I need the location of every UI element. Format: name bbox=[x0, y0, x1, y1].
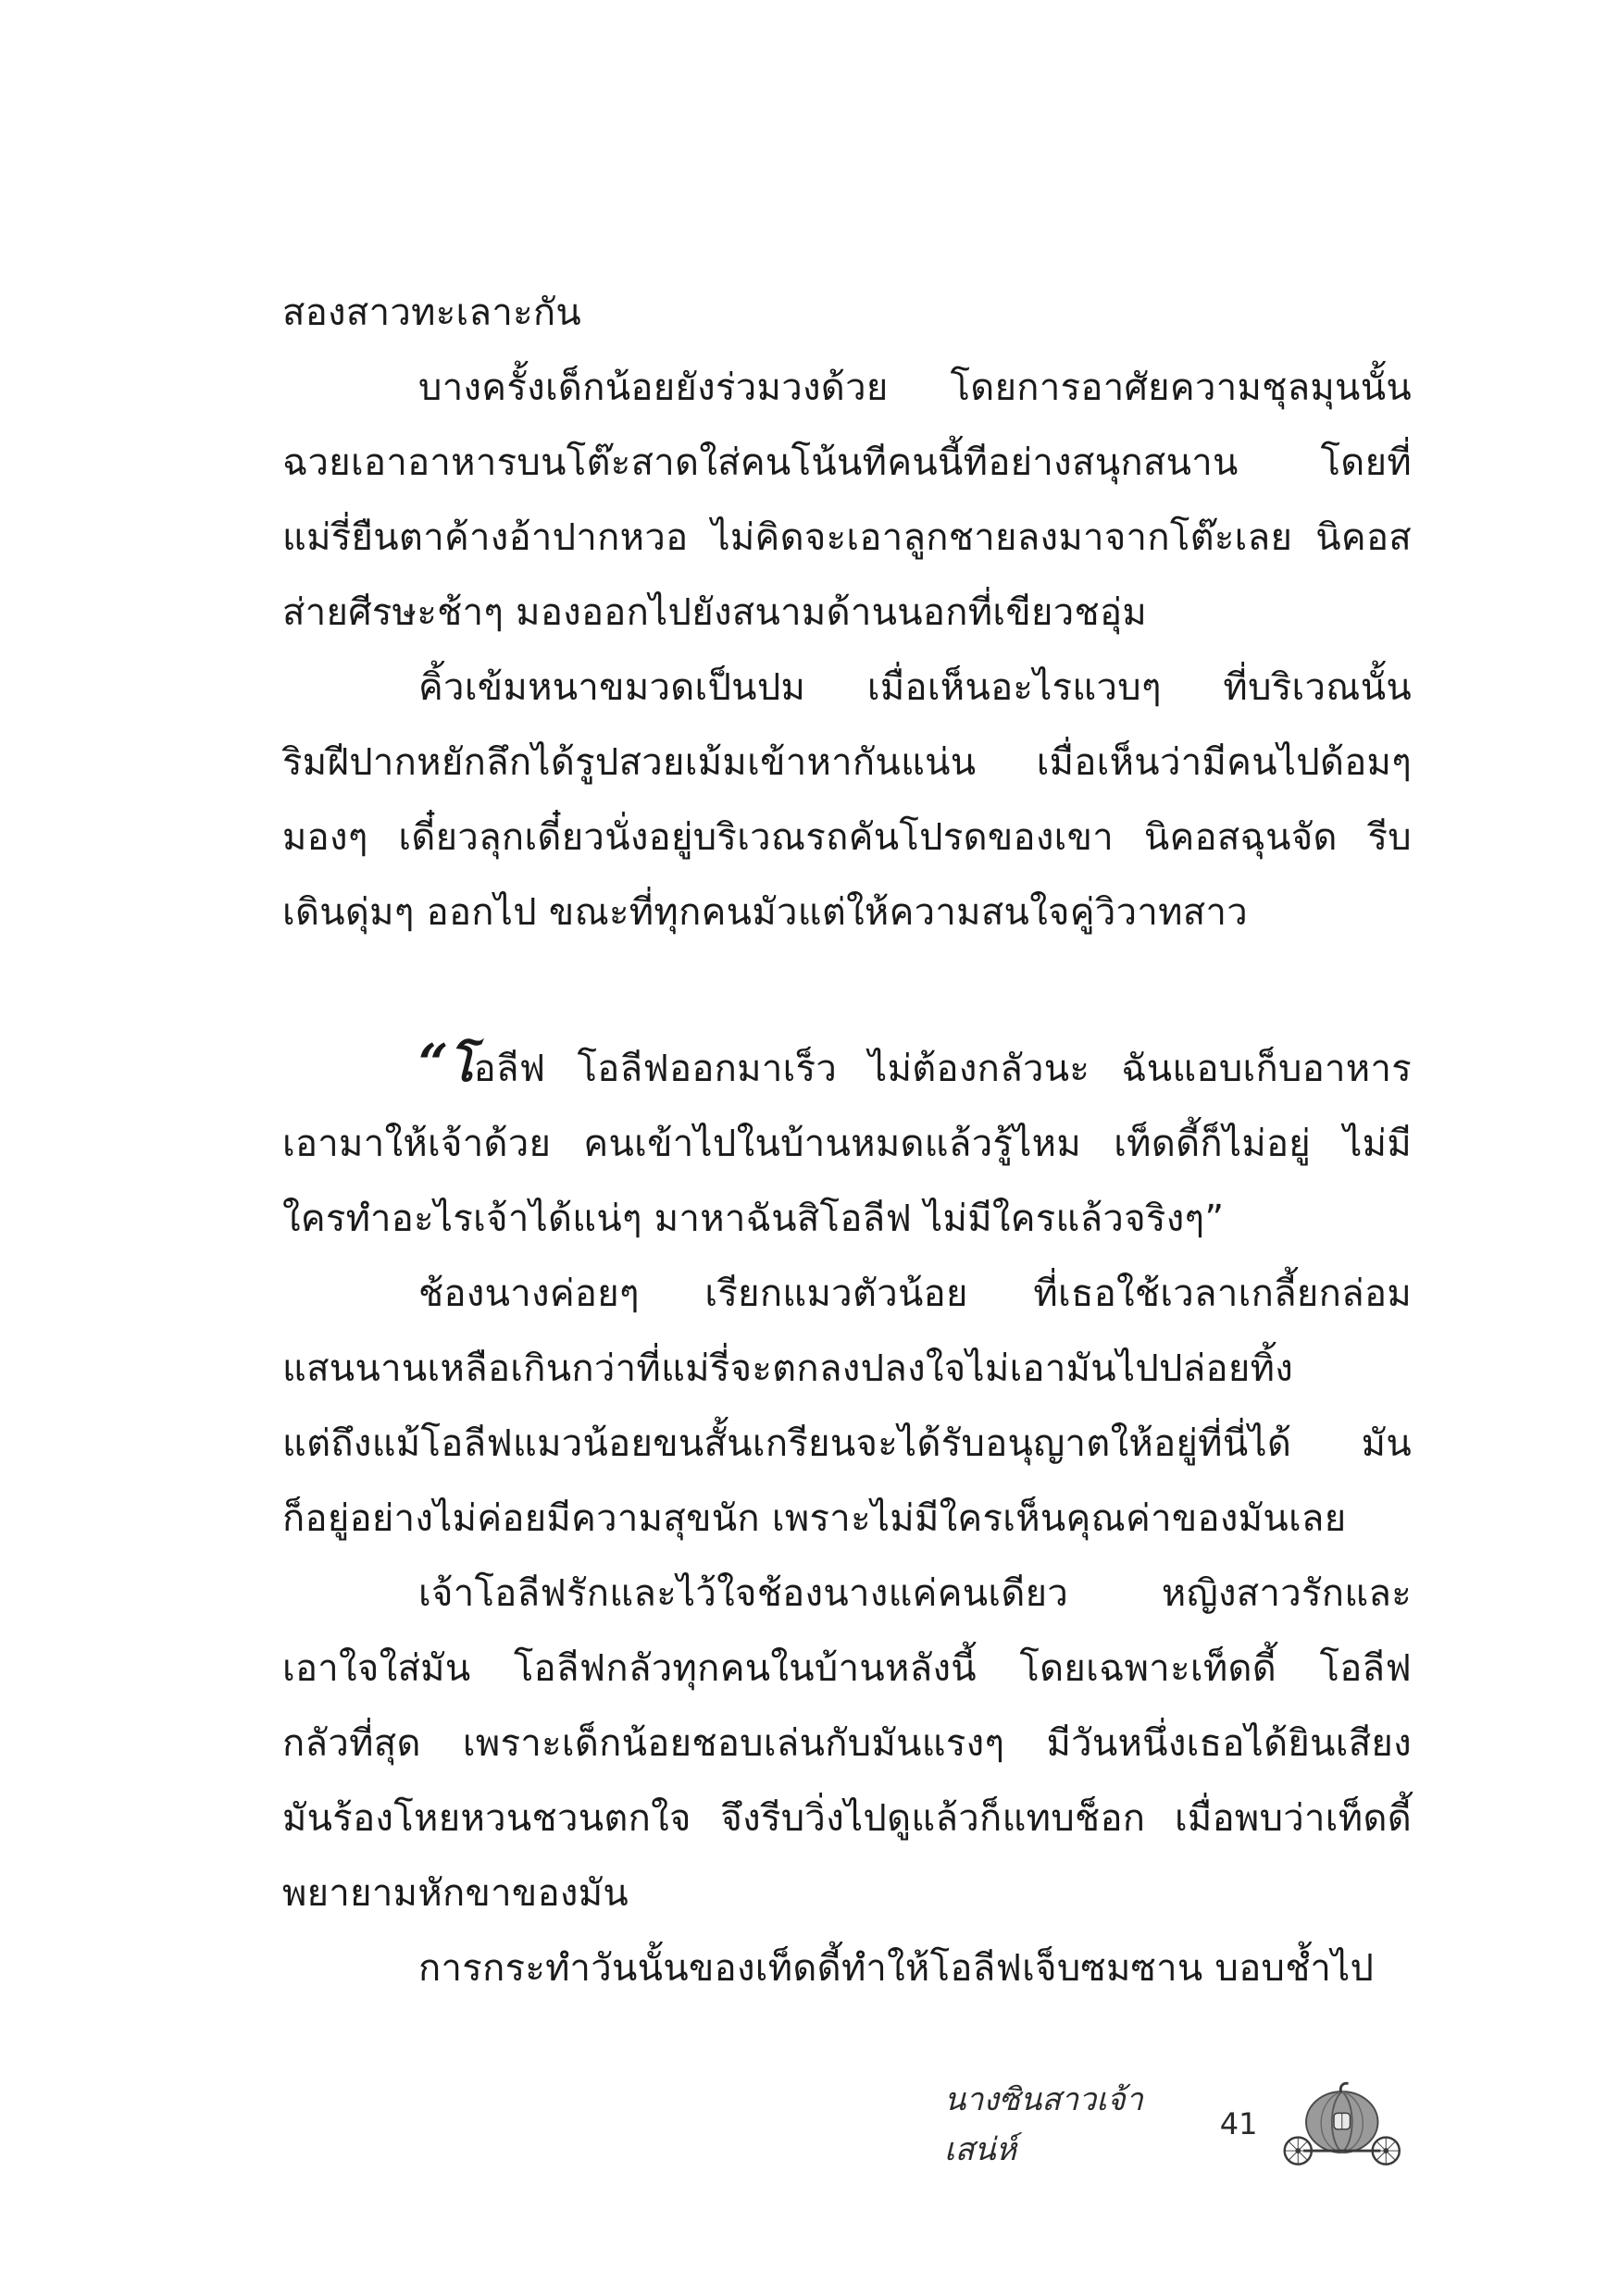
paragraph-line: ริมฝีปากหยักลึกได้รูปสวยเม้มเข้าหากันแน่น เมื่อเห็นว่ามีคนไปด้อมๆ bbox=[282, 741, 1412, 784]
paragraph-line: แม่รี่ยืนตาค้างอ้าปากหวอ ไม่คิดจะเอาลูกชายลงมาจากโต๊ะเลย นิคอส bbox=[282, 516, 1412, 559]
paragraph-line: ใครทำอะไรเจ้าได้แน่ๆ มาหาฉันสิโอลีฟ ไม่มีใครแล้วจริงๆ” bbox=[282, 1198, 1225, 1240]
paragraph-line: แสนนานเหลือเกินกว่าที่แม่รี่จะตกลงปลงใจไม่เอามันไปปล่อยทิ้ง bbox=[282, 1347, 1294, 1390]
paragraph-2 bbox=[282, 351, 1412, 651]
pumpkin-carriage-icon bbox=[1277, 2079, 1407, 2168]
paragraph-line: การกระทำวันนั้นของเท็ดดี้ทำให้โอลีฟเจ็บซมซาน บอบช้ำไป bbox=[418, 1947, 1375, 1990]
paragraph-7 bbox=[282, 1931, 1412, 2006]
paragraph-line: มองๆ เดี๋ยวลุกเดี๋ยวนั่งอยู่บริเวณรถคันโปรดของเขา นิคอสฉุนจัด รีบ bbox=[282, 816, 1412, 859]
text-block-upper bbox=[282, 276, 1412, 950]
paragraph-line bbox=[282, 1032, 1412, 1107]
paragraph-line: มันร้องโหยหวนชวนตกใจ จึงรีบวิ่งไปดูแล้วก็แทบช็อก เมื่อพบว่าเท็ดดี้ bbox=[282, 1797, 1412, 1840]
first-letter: โ bbox=[448, 1037, 474, 1092]
first-line-rest: อลีฟ โอลีฟออกมาเร็ว ไม่ต้องกลัวนะ ฉันแอบเก็บอาหาร bbox=[473, 1048, 1412, 1090]
paragraph-3 bbox=[282, 651, 1412, 950]
paragraph-line: พยายามหักขาของมัน bbox=[282, 1872, 629, 1915]
paragraph-line: ก็อยู่อย่างไม่ค่อยมีความสุขนัก เพราะไม่มีใครเห็นคุณค่าของมันเลย bbox=[282, 1497, 1347, 1540]
paragraph-line: ช้องนางค่อยๆ เรียกแมวตัวน้อย ที่เธอใช้เวลาเกลี้ยกล่อม bbox=[418, 1272, 1412, 1315]
paragraph-line: คิ้วเข้มหนาขมวดเป็นปม เมื่อเห็นอะไรแวบๆ ที่บริเวณนั้น bbox=[418, 666, 1412, 709]
book-title: นางซินสาวเจ้าเสน่ห์ bbox=[944, 2081, 1143, 2168]
page-footer bbox=[944, 2081, 1407, 2168]
paragraph-line: เอามาให้เจ้าด้วย คนเข้าไปในบ้านหมดแล้วรู้ไหม เท็ดดี้ก็ไม่อยู่ ไม่มี bbox=[282, 1123, 1412, 1165]
open-quote-mark: “ bbox=[418, 1033, 449, 1094]
text-block-lower bbox=[282, 1032, 1412, 2006]
paragraph-line: เจ้าโอลีฟรักและไว้ใจช้องนางแค่คนเดียว หญิงสาวรักและ bbox=[418, 1572, 1412, 1615]
page-number: 41 bbox=[1219, 2106, 1258, 2141]
paragraph-line: ส่ายศีรษะช้าๆ มองออกไปยังสนามด้านนอกที่เขียวชอุ่ม bbox=[282, 591, 1147, 634]
paragraph-line: เอาใจใส่มัน โอลีฟกลัวทุกคนในบ้านหลังนี้ โดยเฉพาะเท็ดดี้ โอลีฟ bbox=[282, 1647, 1412, 1690]
paragraph-6 bbox=[282, 1557, 1412, 1931]
paragraph-line: ฉวยเอาอาหารบนโต๊ะสาดใส่คนโน้นทีคนนี้ทีอย่างสนุกสนาน โดยที่ bbox=[282, 441, 1412, 484]
paragraph-line: บางครั้งเด็กน้อยยังร่วมวงด้วย โดยการอาศัยความชุลมุนนั้น bbox=[418, 366, 1412, 409]
paragraph-line: เดินดุ่มๆ ออกไป ขณะที่ทุกคนมัวแต่ให้ความสนใจคู่วิวาทสาว bbox=[282, 891, 1249, 934]
paragraph-line: แต่ถึงแม้โอลีฟแมวน้อยขนสั้นเกรียนจะได้รับอนุญาตให้อยู่ที่นี่ได้ มัน bbox=[282, 1422, 1412, 1465]
paragraph-1: สองสาวทะเลาะกัน bbox=[282, 292, 582, 334]
paragraph-line: กลัวที่สุด เพราะเด็กน้อยชอบเล่นกับมันแรงๆ มีวันหนึ่งเธอได้ยินเสียง bbox=[282, 1722, 1412, 1765]
paragraph-5 bbox=[282, 1257, 1412, 1557]
dialogue-paragraph bbox=[282, 1032, 1412, 1257]
